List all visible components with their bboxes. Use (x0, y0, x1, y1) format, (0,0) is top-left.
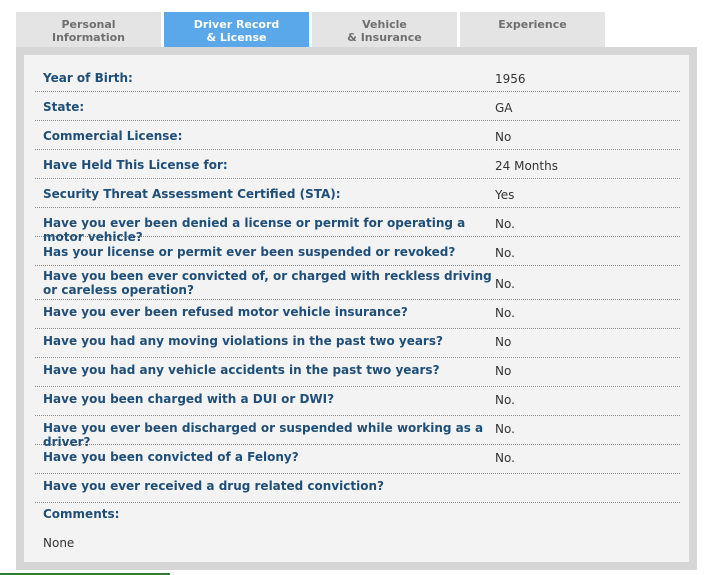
detail-row-license-suspended (35, 237, 680, 266)
tab-driver-record-license[interactable] (164, 12, 309, 47)
answer-value: No (495, 364, 512, 378)
answer-value: No. (495, 277, 515, 291)
question-label: State: (43, 100, 85, 114)
answer-value: 24 Months (495, 159, 558, 173)
answer-value: No. (495, 393, 515, 407)
tab-label-line2: & License (206, 31, 267, 44)
detail-row-insurance-refused (35, 300, 680, 329)
question-label: Have you been charged with a DUI or DWI? (43, 392, 335, 406)
answer-value: No. (495, 246, 515, 260)
question-label: Have you been convicted of a Felony? (43, 450, 299, 464)
detail-row-year-of-birth (35, 63, 680, 92)
detail-row-sta-certified (35, 179, 680, 208)
question-label: Commercial License: (43, 129, 183, 143)
detail-row-state (35, 92, 680, 121)
question-label: Have you been ever convicted of, or charged with reckless driving or careless operation? (43, 269, 492, 297)
answer-value: GA (495, 101, 513, 115)
question-label: Have Held This License for: (43, 158, 228, 172)
question-label: Have you ever been refused motor vehicle insurance? (43, 305, 408, 319)
detail-row-license-held (35, 150, 680, 179)
answer-value: No. (495, 422, 515, 436)
question-label: Security Threat Assessment Certified (STA): (43, 187, 341, 201)
detail-row-dui-dwi (35, 387, 680, 416)
details-panel (16, 47, 697, 570)
tab-label-line2: & Insurance (347, 31, 422, 44)
detail-row-commercial-license (35, 121, 680, 150)
question-label: Has your license or permit ever been suspended or revoked? (43, 245, 456, 259)
detail-row-reckless-driving (35, 266, 680, 300)
question-label: Have you had any vehicle accidents in the past two years? (43, 363, 440, 377)
answer-value: No (495, 335, 512, 349)
answer-value: No. (495, 306, 515, 320)
tab-vehicle-insurance[interactable] (312, 12, 457, 47)
tab-label-line1: Personal (61, 18, 116, 31)
detail-row-discharged-driver (35, 416, 680, 449)
question-label: Have you had any moving violations in the past two years? (43, 334, 443, 348)
detail-row-license-denied (35, 208, 680, 244)
answer-value: No. (495, 217, 515, 231)
detail-row-moving-violations (35, 329, 680, 358)
comments-label: Comments: (43, 507, 120, 521)
question-label: Have you ever been discharged or suspended while working as a driver? (43, 421, 484, 449)
details-content (24, 55, 689, 562)
comments-value: None (43, 536, 75, 550)
detail-row-felony (35, 445, 680, 474)
question-label: Year of Birth: (43, 71, 133, 85)
tab-experience[interactable] (460, 12, 605, 47)
detail-row-vehicle-accidents (35, 358, 680, 387)
answer-value: No (495, 130, 512, 144)
answer-value: Yes (495, 188, 515, 202)
answer-value: 1956 (495, 72, 526, 86)
question-label: Have you ever been denied a license or permit for operating a motor vehicle? (43, 216, 466, 244)
question-label: Have you ever received a drug related conviction? (43, 479, 384, 493)
tab-personal-information[interactable] (16, 12, 161, 47)
tab-label-line1: Vehicle (362, 18, 407, 31)
tab-label-line2: Information (52, 31, 125, 44)
tab-label-line1: Experience (498, 18, 567, 31)
tab-label-line1: Driver Record (193, 18, 280, 31)
answer-value: No. (495, 451, 515, 465)
detail-row-drug-conviction (35, 474, 680, 503)
